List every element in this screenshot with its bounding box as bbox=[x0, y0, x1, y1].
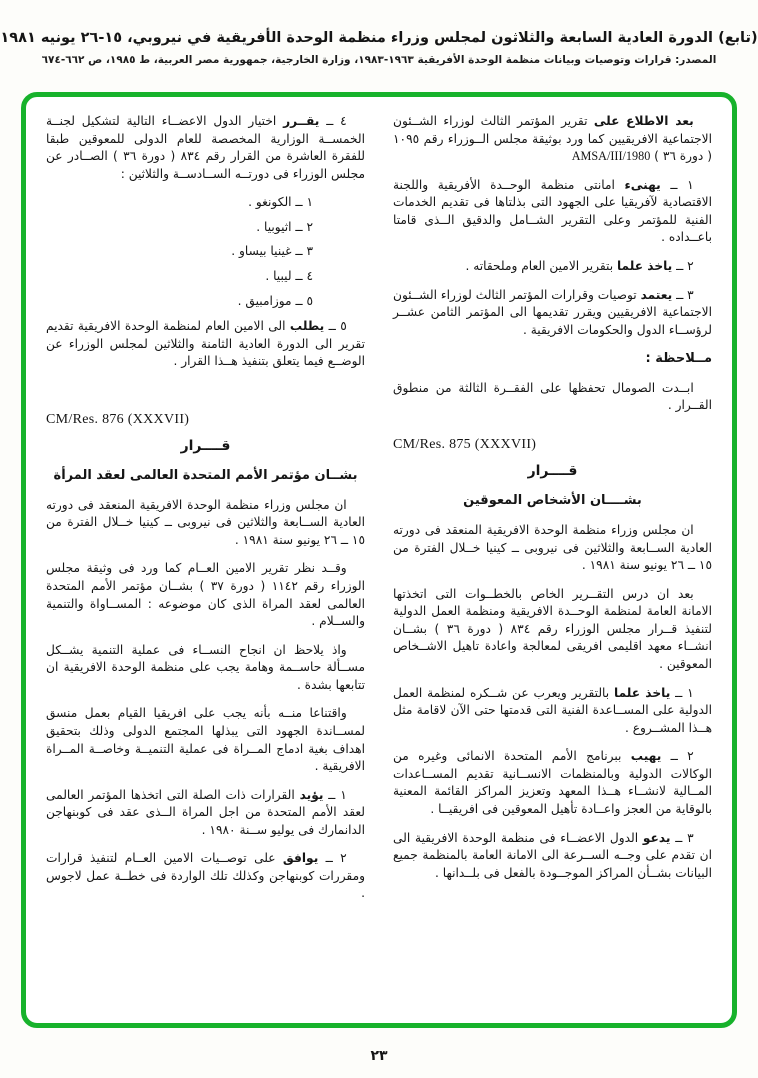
resolution-clause bbox=[46, 318, 365, 371]
resolution-heading: قــــرار bbox=[527, 463, 578, 480]
clause-number: ٢ ــ bbox=[676, 258, 694, 273]
resolution-clause bbox=[393, 287, 712, 340]
column-right bbox=[393, 113, 712, 1013]
note-text: ابــدت الصومال تحفظها على الفقــرة الثالثة من منطوق القــرار . bbox=[393, 380, 712, 413]
resolution-clause bbox=[393, 830, 712, 883]
list-item: ٤ ــ ليبيا . bbox=[265, 268, 313, 283]
clause-lead: يوافق bbox=[282, 851, 319, 866]
clause-lead: يهيب bbox=[630, 749, 662, 764]
resolution-heading: قــــرار bbox=[180, 437, 231, 454]
clause-number: ١ ــ bbox=[670, 177, 694, 192]
clause-number: ٣ ــ bbox=[675, 830, 694, 845]
clause-text: بتقرير الامين العام وملحقاته . bbox=[465, 258, 614, 273]
resolution-clause bbox=[393, 685, 712, 738]
clause-lead: يعتمد bbox=[640, 287, 673, 302]
clause-number: ٢ ــ bbox=[670, 749, 694, 764]
list-item: ١ ــ الكونغو . bbox=[248, 195, 313, 210]
resolution-clause bbox=[393, 177, 712, 247]
clause-text: القرارات ذات الصلة التى اتخذها المؤتمر العالمى لعقد الأمم المتحدة من اجل المراة الــذى عقد فى كوبنهاجن الدانمارك فى يوليو ســنة ١٩٨٠ . bbox=[46, 787, 365, 837]
clause-lead: يطلب bbox=[289, 319, 325, 334]
resolution-clause bbox=[46, 787, 365, 840]
list-item: ٢ ــ اثيوبيا . bbox=[256, 219, 313, 234]
clause-text: توصيات وقرارات المؤتمر الثالث لوزراء الشــئون الاجتماعية الافريقيين ويقرر تقديمها الى المؤتمر الثامن عشــر لرؤســاء الدول والحكومات الافريقية . bbox=[393, 287, 712, 337]
source-citation: المصدر: قرارات وتوصيات وبيانات منظمة الوحدة الأفريقية ١٩٦٣-١٩٨٣، وزارة الخارجية، جمهورية مصر العربية، ط ١٩٨٥، ص ٦٦٢-٦٧٤ bbox=[41, 54, 717, 66]
resolution-paragraph: ان مجلس وزراء منظمة الوحدة الافريقية المنعقد فى دورته العادية الســابعة والثلاثين فى نيروبى ــ كينيا خــلال الفترة من ١٥ ــ ٢٦ يونيو سنة ١٩٨١ . bbox=[393, 523, 712, 573]
intro-text: تقرير المؤتمر الثالث لوزراء الشــئون الاجتماعية الافريقيين كما ورد بوثيقة مجلس الــوزراء رقم ١٠٩٥ ( دورة ٣٦ ) bbox=[393, 114, 712, 164]
clause-text: على توصــيات الامين العــام لتنفيذ قرارات ومقررات كوبنهاجن وكذلك تلك الواردة فى خطــة عمل لاجوس . bbox=[46, 851, 365, 901]
document-reference: AMSA/III/1980 bbox=[571, 149, 651, 164]
resolution-clause bbox=[393, 258, 712, 276]
clause-number: ٥ ــ bbox=[328, 319, 347, 334]
clause-number: ٢ ــ bbox=[325, 851, 347, 866]
clause-number: ١ ــ bbox=[675, 685, 694, 700]
intro-lead: بعد الاطلاع على bbox=[593, 114, 694, 128]
resolution-number: CM/Res. 875 (XXXVII) bbox=[393, 437, 537, 453]
clause-lead: يدعو bbox=[642, 830, 671, 845]
resolution-number: CM/Res. 876 (XXXVII) bbox=[46, 411, 190, 427]
intro-paragraph bbox=[393, 113, 712, 166]
resolution-paragraph: ان مجلس وزراء منظمة الوحدة الافريقية المنعقد فى دورته العادية الســابعة والثلاثين فى نيروبى ــ كينيا خــلال الفترة من ١٥ ــ ٢٦ يونيو سنة ١٩٨١ . bbox=[46, 497, 365, 547]
resolution-title: بشــــان الأشخاص المعوقين bbox=[463, 493, 642, 509]
clause-text: امانتى منظمة الوحــدة الأفريقية واللجنة الاقتصادية لآفريقيا على الجهود التى بذلتاها فى تقديم الخدمات الفنية للمؤتمر وعلى التقرير الشــامل والدقيق الــذى قامتا باعــداده . bbox=[393, 177, 712, 245]
clause-lead: ياخذ علما bbox=[614, 685, 671, 700]
resolution-paragraph: واقتناعا منــه بأنه يجب على افريقيا القيام بعمل منسق لمســاندة الجهود التى يبذلها المجتمع الدولى وذلك بتحقيق اهداف بغية ادماج المــراة فى عملية التنميــة وخاصــة المــراة الافريقية . bbox=[46, 706, 365, 774]
resolution-clause bbox=[46, 850, 365, 903]
list-item: ٣ ــ غينيا بيساو . bbox=[231, 244, 313, 259]
clause-lead: يهنىء bbox=[624, 177, 661, 192]
clause-text: بالتقرير ويعرب عن شــكره لمنظمة العمل الدولية على المســاعدة الفنية التى قدمتها حتى الآن لاقامة مثل هــذا المشــروع . bbox=[393, 685, 712, 735]
clause-text: اختيار الدول الاعضــاء التالية لتشكيل لجنــة الخمســة الوزارية المخصصة للعام الدولى للمعوقين طبقا للفقرة العاشرة من القرار رقم ٨٣٤ ( دورة ٣٦ ) الصــادر عن مجلس الوزراء فى دورتــه الســادســة والثلاثين : bbox=[46, 114, 365, 181]
content-frame bbox=[21, 92, 737, 1028]
clause-text: ببرنامج الأمم المتحدة الانمائى وغيره من الوكالات الدولية وبالمنظمات الانســانية تقديم المســاعدات المــالية لانشــاء هــذا المعهد وتعزيز المراكز القائمة المعنية بالوقاية من العجز واعــادة تأهيل المعوقين فى افريقيــا . bbox=[393, 749, 712, 816]
clause-number: ٣ ــ bbox=[676, 287, 694, 302]
page-header bbox=[0, 0, 758, 66]
clause-text: الى الامين العام لمنظمة الوحدة الافريقية تقديم تقرير الى الدورة العادية الثامنة والثلاثين لمجلس الوزراء عن الوضــع فيما يتعلق بتنفيذ هــذا القرار . bbox=[46, 319, 365, 369]
clause-number: ٤ ــ bbox=[326, 114, 347, 128]
note-heading: مــلاحظة : bbox=[645, 351, 712, 367]
resolution-clause bbox=[393, 748, 712, 818]
session-title: (تابع) الدورة العادية السابعة والثلاثون لمجلس وزراء منظمة الوحدة الأفريقية في نيروبي، ١٥-٢٦ يونيه ١٩٨١ bbox=[0, 30, 758, 46]
resolution-paragraph: بعد ان درس التقــرير الخاص بالخطــوات التى اتخذتها الامانة العامة لمنظمة الوحــدة الافريقية ومنظمة العمل الدولية لتنفيذ قــرار مجلس الوزراء رقم ٨٣٤ ( دورة ٣٦ ) بشــان انشــاء معهد اقليمى افريقى لمعالجة واعادة تاهيل الاشــخاص المعوقين . bbox=[393, 586, 712, 671]
column-left bbox=[46, 113, 365, 1013]
page-number: ٢٣ bbox=[370, 1048, 388, 1064]
list-item: ٥ ــ موزامبيق . bbox=[237, 293, 313, 308]
clause-lead: يقــرر bbox=[283, 114, 320, 128]
clause-text: الدول الاعضــاء فى منظمة الوحدة الافريقية الى ان تقدم على وجــه الســرعة الى الامانة العامة بالمنظمة جميع البيانات بشــأن المراكز الموجــودة بالفعل فى بلــدانها . bbox=[393, 830, 712, 880]
clause-lead: يؤيد bbox=[299, 787, 324, 802]
clause-lead: ياخذ علما bbox=[616, 258, 673, 273]
clause-number: ١ ــ bbox=[328, 787, 347, 802]
resolution-paragraph: واذ يلاحظ ان انجاح النســاء فى عملية التنمية يشــكل مســألة حاســمة وهامة يجب على منظمة الوحدة الافريقية ان تتابعها بشدة . bbox=[46, 642, 365, 692]
resolution-clause bbox=[46, 113, 365, 183]
member-states-list bbox=[46, 194, 365, 310]
resolution-title: بشــان مؤتمر الأمم المتحدة العالمى لعقد المرأة bbox=[53, 468, 358, 484]
resolution-paragraph: وقــد نظر تقرير الامين العــام كما ورد فى وثيقة مجلس الوزراء رقم ١١٤٢ ( دورة ٣٧ ) بشــان مؤتمر الأمم المتحدة العالمى لعقد المراة الذى كان موضوعه : المســاواة والتنمية والســلام . bbox=[46, 561, 365, 629]
